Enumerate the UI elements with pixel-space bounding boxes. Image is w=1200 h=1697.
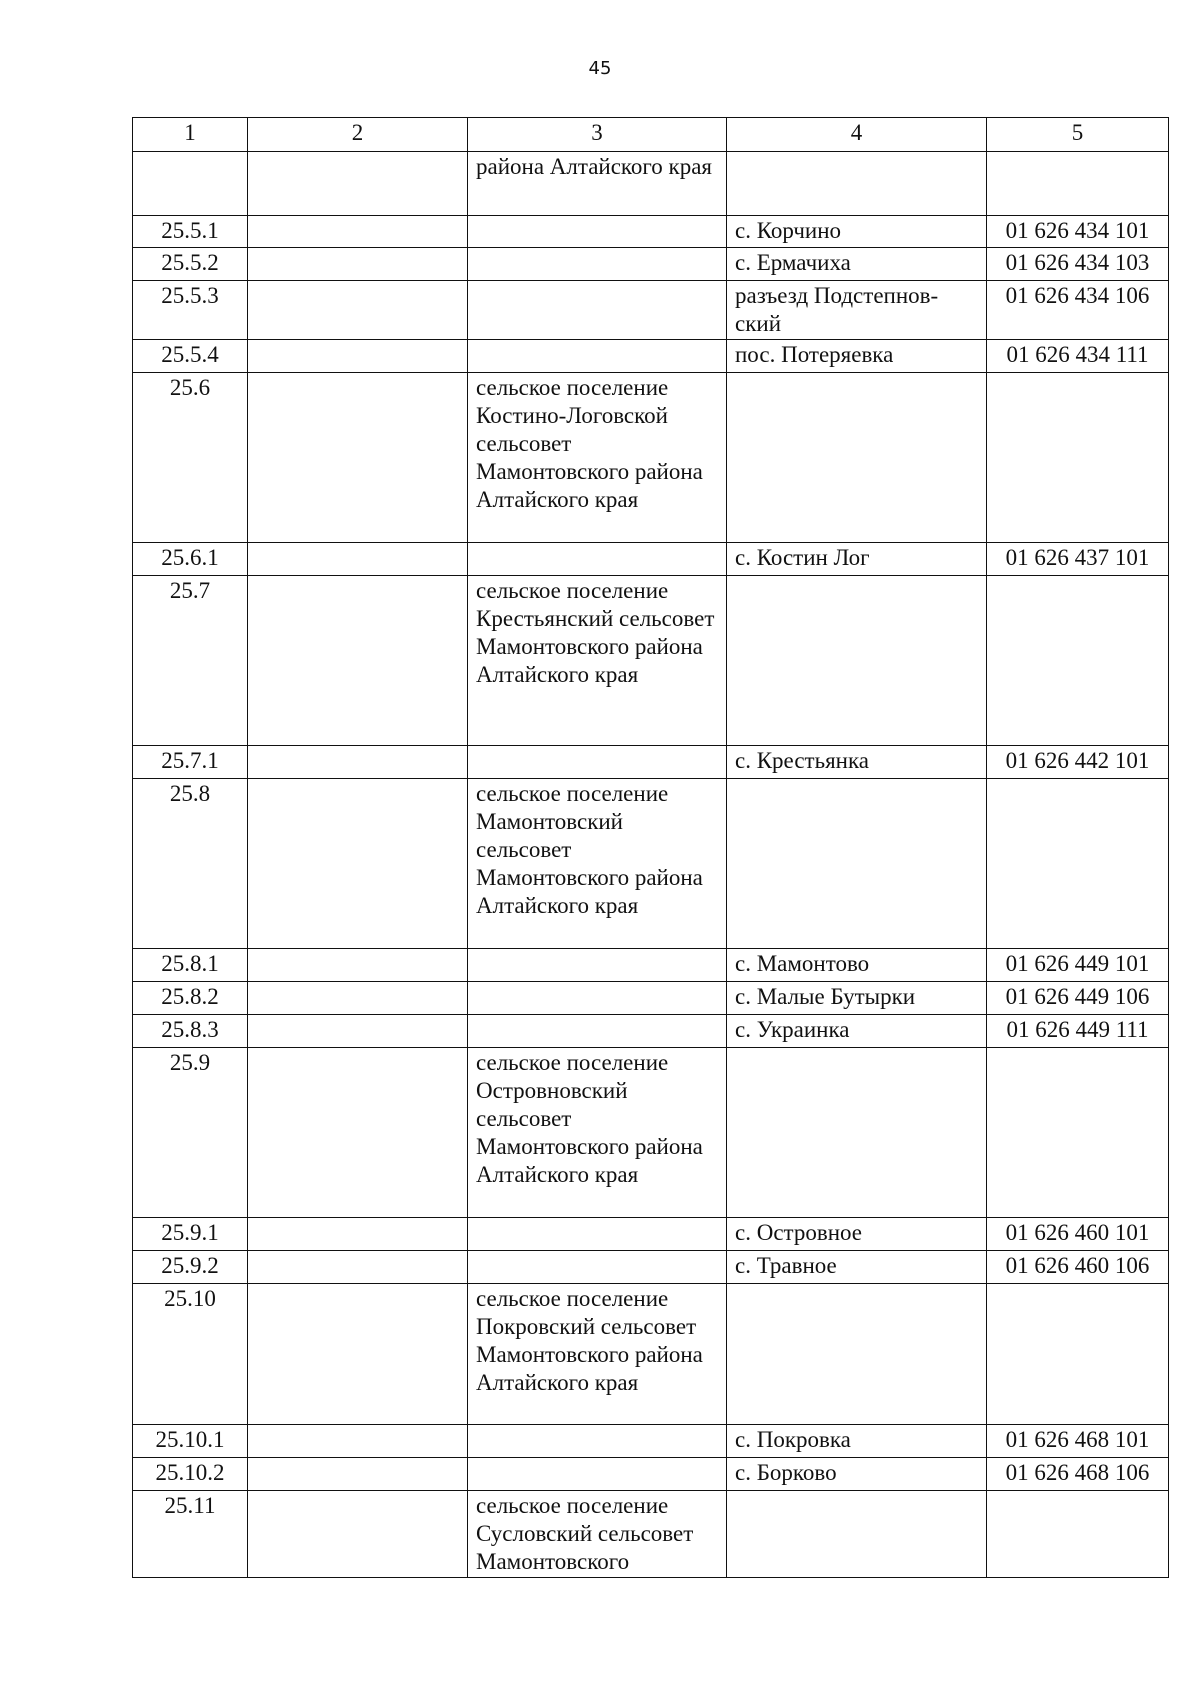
row-number-cell: 25.9.1	[133, 1218, 248, 1251]
page-number: 45	[588, 58, 612, 79]
settlement-name-cell	[727, 779, 987, 949]
municipality-name-cell	[468, 1218, 727, 1251]
oktmo-code-cell: 01 626 442 101	[987, 746, 1169, 779]
table-row	[133, 543, 1169, 576]
table-header-row	[133, 118, 1169, 152]
settlement-name-cell: с. Корчино	[727, 216, 987, 248]
row-number-cell: 25.5.1	[133, 216, 248, 248]
oktmo-code-cell	[987, 1048, 1169, 1218]
municipality-name-cell	[468, 1425, 727, 1458]
row-number-cell: 25.6.1	[133, 543, 248, 576]
column-2-cell	[248, 1048, 468, 1218]
row-number-cell: 25.6	[133, 373, 248, 543]
row-number-cell: 25.9.2	[133, 1251, 248, 1284]
settlement-name-cell	[727, 1491, 987, 1578]
table-row	[133, 779, 1169, 949]
column-2-cell	[248, 373, 468, 543]
column-2-cell	[248, 1284, 468, 1425]
municipality-name-cell	[468, 543, 727, 576]
row-number-cell: 25.7.1	[133, 746, 248, 779]
column-2-cell	[248, 152, 468, 216]
oktmo-code-cell: 01 626 468 106	[987, 1458, 1169, 1491]
table-row	[133, 576, 1169, 746]
column-header: 5	[987, 118, 1169, 152]
column-2-cell	[248, 1425, 468, 1458]
municipality-name-cell: сельское поселение Островновский сельсовет Мамонтовского района Алтайского края	[468, 1048, 727, 1218]
row-number-cell: 25.11	[133, 1491, 248, 1578]
row-number-cell: 25.5.2	[133, 248, 248, 281]
row-number-cell: 25.5.4	[133, 340, 248, 373]
settlement-name-cell: с. Украинка	[727, 1015, 987, 1048]
column-header: 1	[133, 118, 248, 152]
municipality-name-cell	[468, 1251, 727, 1284]
settlement-name-cell	[727, 1048, 987, 1218]
column-2-cell	[248, 1015, 468, 1048]
column-header: 2	[248, 118, 468, 152]
column-2-cell	[248, 1491, 468, 1578]
column-header: 4	[727, 118, 987, 152]
settlement-name-cell: с. Мамонтово	[727, 949, 987, 982]
row-number-cell	[133, 152, 248, 216]
oktmo-code-cell	[987, 373, 1169, 543]
settlement-name-cell: с. Костин Лог	[727, 543, 987, 576]
row-number-cell: 25.8.2	[133, 982, 248, 1015]
oktmo-code-cell: 01 626 449 111	[987, 1015, 1169, 1048]
table-row	[133, 248, 1169, 281]
table-row	[133, 1048, 1169, 1218]
table-row	[133, 216, 1169, 248]
column-2-cell	[248, 779, 468, 949]
table-row	[133, 1015, 1169, 1048]
municipality-name-cell	[468, 949, 727, 982]
table-row	[133, 281, 1169, 340]
column-header: 3	[468, 118, 727, 152]
oktmo-code-cell	[987, 1491, 1169, 1578]
settlement-name-cell: пос. Потеряевка	[727, 340, 987, 373]
oktmo-code-cell	[987, 576, 1169, 746]
municipality-name-cell	[468, 1458, 727, 1491]
row-number-cell: 25.8.1	[133, 949, 248, 982]
row-number-cell: 25.9	[133, 1048, 248, 1218]
table-row	[133, 1284, 1169, 1425]
oktmo-code-cell: 01 626 437 101	[987, 543, 1169, 576]
oktmo-code-cell	[987, 152, 1169, 216]
oktmo-code-cell	[987, 779, 1169, 949]
row-number-cell: 25.5.3	[133, 281, 248, 340]
column-2-cell	[248, 1218, 468, 1251]
column-2-cell	[248, 248, 468, 281]
municipality-name-cell: сельское поселение Мамонтовский сельсовет Мамонтовского района Алтайского края	[468, 779, 727, 949]
oktmo-code-cell: 01 626 434 106	[987, 281, 1169, 340]
oktmo-code-cell	[987, 1284, 1169, 1425]
oktmo-code-cell: 01 626 468 101	[987, 1425, 1169, 1458]
column-2-cell	[248, 746, 468, 779]
row-number-cell: 25.8	[133, 779, 248, 949]
oktmo-code-cell: 01 626 449 106	[987, 982, 1169, 1015]
oktmo-code-cell: 01 626 434 111	[987, 340, 1169, 373]
municipality-name-cell	[468, 281, 727, 340]
column-2-cell	[248, 281, 468, 340]
settlement-name-cell	[727, 576, 987, 746]
table-row	[133, 982, 1169, 1015]
column-2-cell	[248, 1251, 468, 1284]
column-2-cell	[248, 340, 468, 373]
table-row	[133, 373, 1169, 543]
row-number-cell: 25.10	[133, 1284, 248, 1425]
oktmo-code-cell: 01 626 434 101	[987, 216, 1169, 248]
settlement-name-cell: с. Травное	[727, 1251, 987, 1284]
municipality-name-cell: сельское поселение Костино-Логовской сельсовет Мамонтовского района Алтайского края	[468, 373, 727, 543]
column-2-cell	[248, 216, 468, 248]
column-2-cell	[248, 543, 468, 576]
column-2-cell	[248, 576, 468, 746]
settlement-name-cell: с. Покровка	[727, 1425, 987, 1458]
table-row	[133, 152, 1169, 216]
settlement-name-cell	[727, 373, 987, 543]
settlement-name-cell	[727, 1284, 987, 1425]
table-row	[133, 1425, 1169, 1458]
table-row	[133, 1251, 1169, 1284]
oktmo-code-cell: 01 626 449 101	[987, 949, 1169, 982]
table-row	[133, 1458, 1169, 1491]
municipality-name-cell	[468, 340, 727, 373]
municipality-name-cell: сельское поселение Крестьянский сельсовет Мамонтовского района Алтайского края	[468, 576, 727, 746]
settlement-name-cell: с. Крестьянка	[727, 746, 987, 779]
municipality-name-cell: сельское поселение Сусловский сельсовет Мамонтовского	[468, 1491, 727, 1578]
table-row	[133, 746, 1169, 779]
oktmo-code-cell: 01 626 434 103	[987, 248, 1169, 281]
settlement-name-cell: с. Малые Бутырки	[727, 982, 987, 1015]
row-number-cell: 25.7	[133, 576, 248, 746]
table-row	[133, 1491, 1169, 1578]
settlement-name-cell: с. Ермачиха	[727, 248, 987, 281]
municipality-name-cell: сельское поселение Покровский сельсовет Мамонтовского района Алтайского края	[468, 1284, 727, 1425]
oktmo-code-cell: 01 626 460 101	[987, 1218, 1169, 1251]
settlements-table	[132, 117, 1169, 1578]
table-row	[133, 340, 1169, 373]
municipality-name-cell	[468, 216, 727, 248]
municipality-name-cell	[468, 248, 727, 281]
row-number-cell: 25.8.3	[133, 1015, 248, 1048]
column-2-cell	[248, 982, 468, 1015]
column-2-cell	[248, 1458, 468, 1491]
settlement-name-cell: с. Островное	[727, 1218, 987, 1251]
municipality-name-cell	[468, 1015, 727, 1048]
settlement-name-cell	[727, 152, 987, 216]
row-number-cell: 25.10.2	[133, 1458, 248, 1491]
municipality-name-cell: района Алтайского края	[468, 152, 727, 216]
settlement-name-cell: с. Борково	[727, 1458, 987, 1491]
table-row	[133, 949, 1169, 982]
column-2-cell	[248, 949, 468, 982]
oktmo-code-cell: 01 626 460 106	[987, 1251, 1169, 1284]
municipality-name-cell	[468, 746, 727, 779]
settlement-name-cell: разъезд Подстепнов-ский	[727, 281, 987, 340]
row-number-cell: 25.10.1	[133, 1425, 248, 1458]
table-row	[133, 1218, 1169, 1251]
municipality-name-cell	[468, 982, 727, 1015]
